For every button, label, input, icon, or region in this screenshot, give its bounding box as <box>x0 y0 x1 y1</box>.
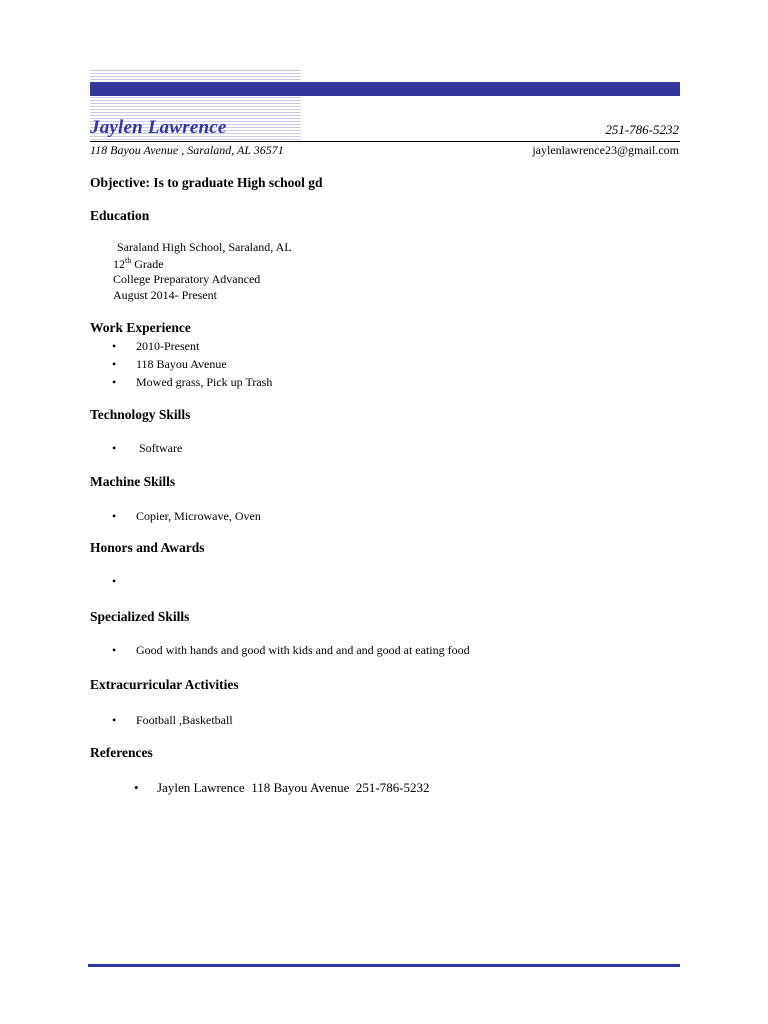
address: 118 Bayou Avenue , Saraland, AL 36571 <box>90 143 284 157</box>
education-grade: 12th Grade <box>113 256 164 271</box>
specialized-item: Good with hands and good with kids and and and good at eating food <box>136 643 470 657</box>
bullet-icon: • <box>112 441 117 455</box>
education-heading: Education <box>90 208 150 223</box>
honors-awards-heading: Honors and Awards <box>90 540 205 555</box>
header-divider <box>90 141 680 142</box>
extracurricular-item: Football ,Basketball <box>136 713 233 727</box>
extracurricular-heading: Extracurricular Activities <box>90 677 239 692</box>
bullet-icon: • <box>112 643 117 657</box>
bullet-icon: • <box>112 339 117 353</box>
candidate-name: Jaylen Lawrence <box>90 117 227 138</box>
header-accent-bar <box>90 82 680 96</box>
work-experience-heading: Work Experience <box>90 320 191 335</box>
specialized-skills-heading: Specialized Skills <box>90 609 190 624</box>
reference-item: Jaylen Lawrence 118 Bayou Avenue 251-786-5232 <box>157 780 430 795</box>
bullet-icon: • <box>112 713 117 727</box>
email-address: jaylenlawrence23@gmail.com <box>532 143 679 157</box>
bullet-icon: • <box>134 780 139 795</box>
objective: Objective: Is to graduate High school gd <box>90 175 323 190</box>
education-dates: August 2014- Present <box>113 288 217 302</box>
machine-skills-heading: Machine Skills <box>90 474 176 489</box>
education-school: Saraland High School, Saraland, AL <box>117 240 292 254</box>
phone-number: 251-786-5232 <box>605 122 679 137</box>
bullet-icon: • <box>112 375 117 389</box>
bullet-icon: • <box>112 509 117 523</box>
work-item: 2010-Present <box>136 339 200 353</box>
machine-item: Copier, Microwave, Oven <box>136 509 261 523</box>
work-item: Mowed grass, Pick up Trash <box>136 375 273 389</box>
footer-accent-bar <box>88 964 680 967</box>
education-program: College Preparatory Advanced <box>113 272 261 286</box>
technology-item: Software <box>139 441 183 455</box>
work-item: 118 Bayou Avenue <box>136 357 227 371</box>
technology-skills-heading: Technology Skills <box>90 407 191 422</box>
bullet-icon: • <box>112 357 117 371</box>
references-heading: References <box>90 745 153 760</box>
bullet-icon: • <box>112 574 117 588</box>
